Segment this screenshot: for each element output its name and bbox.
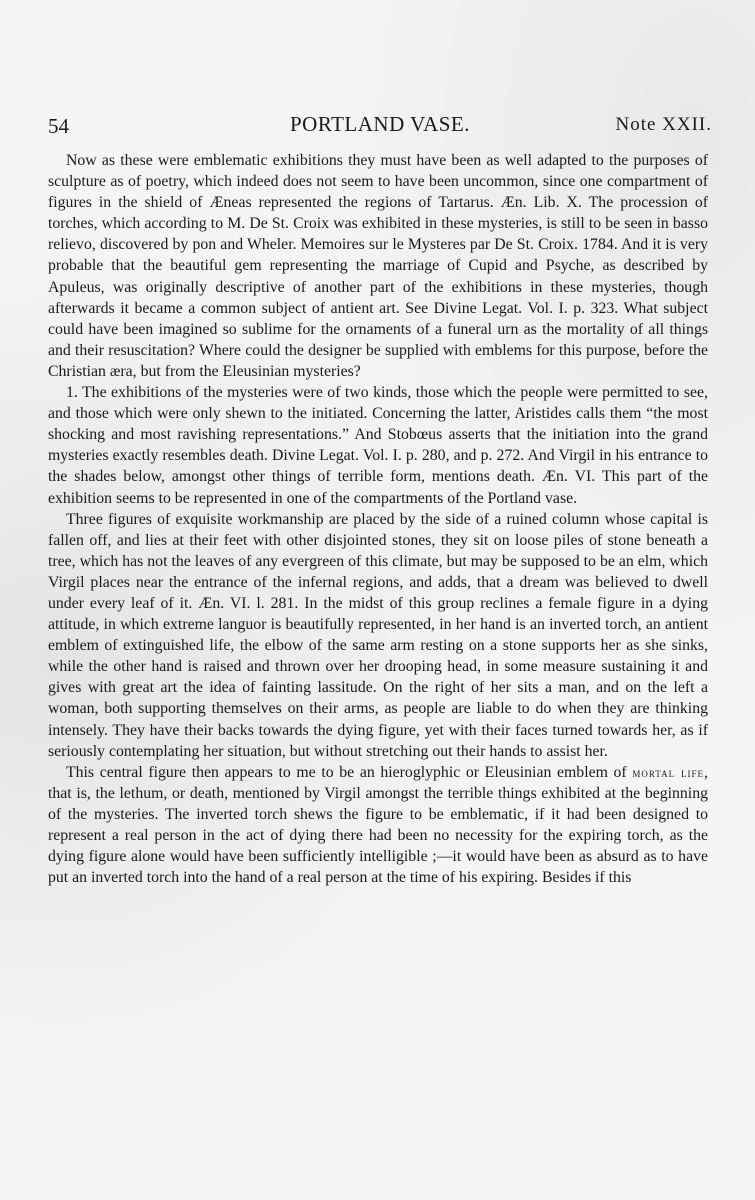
mortal-life-small-caps: mortal life <box>632 764 705 780</box>
paragraph-central-figure <box>48 762 708 889</box>
paragraph-central-figure-start: This central figure then appears to me to be an hieroglyphic or Eleusinian emblem of <box>66 763 633 781</box>
body-text <box>48 150 708 888</box>
note-label: Note XXII. <box>615 114 712 135</box>
paragraph-exhibitions-two-kinds: 1. The exhibitions of the mysteries were of two kinds, those which the people were permitted to see, and those which were only shewn to the initiated. Concerning the latter, Aristides calls them “the most shocking and most ravishing representations.” And Stobœus asserts that the initiation into the grand mysteries exactly resembles death. Divine Legat. Vol. I. p. 280, and p. 272. And Virgil in his entrance to the shades below, amongst other things of terrible form, mentions death. Æn. VI. This part of the exhibition seems to be represented in one of the compartments of the Portland vase. <box>48 384 708 507</box>
paragraph-emblematic-exhibitions: Now as these were emblematic exhibitions they must have been as well adapted to the purposes of sculpture as of poetry, which indeed does not seem to have been uncommon, since one compartment of figures in the shield of Æneas represented the regions of Tartarus. Æn. Lib. X. The procession of torches, which according to M. De St. Croix was exhibited in these mysteries, is still to be seen in basso relievo, discovered by pon and Wheler. Memoires sur le Mysteres par De St. Croix. 1784. And it is very probable that the beautiful gem representing the marriage of Cupid and Psyche, as described by Apuleus, was originally descriptive of another part of the exhibitions in these mysteries, though afterwards it became a common subject of antient art. See Divine Legat. Vol. I. p. 323. What subject could have been imagined so sublime for the ornaments of a funeral urn as the mortality of all things and their resuscitation? Where could the designer be supplied with emblems for this purpose, before the Christian æra, but from the Eleusinian mysteries? <box>48 152 708 380</box>
page-title: PORTLAND VASE. <box>290 112 470 136</box>
running-header <box>48 112 712 142</box>
paragraph-central-figure-rest: , that is, the lethum, or death, mentioned by Virgil amongst the terrible things exhibited at the beginning of the mysteries. The inverted torch shews the figure to be emblematic, if it had been designed to represent a real person in the act of dying there had been no necessity for the expiring torch, as the dying figure alone would have been sufficiently intelligible ;—it would have been as absurd as to have put an inverted torch into the hand of a real person at the time of his expiring. Besides if this <box>48 763 708 887</box>
paragraph-three-figures: Three figures of exquisite workmanship are placed by the side of a ruined column whose capital is fallen off, and lies at their feet with other disjointed stones, they sit on loose piles of stone beneath a tree, which has not the leaves of any evergreen of this climate, but may be supposed to be an elm, which Virgil places near the entrance of the infernal regions, and adds, that a dream was believed to dwell under every leaf of it. Æn. VI. l. 281. In the midst of this group reclines a female figure in a dying attitude, in which extreme languor is beautifully represented, in her hand is an inverted torch, an antient emblem of extinguished life, the elbow of the same arm resting on a stone supports her as she sinks, while the other hand is raised and thrown over her drooping head, in some measure sustaining it and gives with great art the idea of fainting lassitude. On the right of her sits a man, and on the left a woman, both supporting themselves on their arms, as people are liable to do when they are thinking intensely. They have their backs towards the dying figure, yet with their faces turned towards her, as if seriously contemplating her situation, but without stretching out their hands to assist her. <box>48 510 708 760</box>
page-number: 54 <box>48 114 69 138</box>
